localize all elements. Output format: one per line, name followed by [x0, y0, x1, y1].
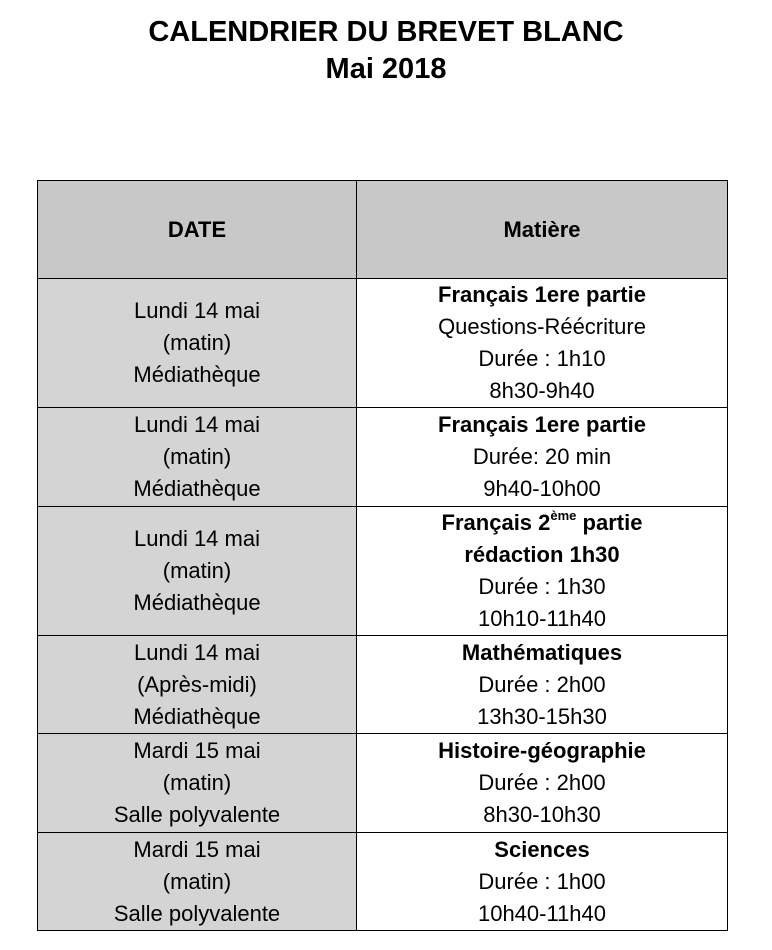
subject-name: Français 1ere partie [438, 282, 646, 307]
date-day: Lundi 14 mai [134, 526, 260, 551]
date-cell [38, 279, 357, 408]
exam-schedule-table [37, 180, 728, 931]
date-period: (matin) [162, 330, 232, 355]
date-period: (matin) [162, 868, 232, 894]
subject-time: 9h40-10h00 [483, 476, 601, 501]
date-location: Médiathèque [133, 362, 261, 387]
date-cell [38, 636, 357, 734]
date-day: Mardi 15 mai [133, 738, 261, 763]
title-line-1: CALENDRIER DU BREVET BLANC [148, 16, 624, 48]
date-period: (matin) [162, 770, 232, 795]
page-title [0, 14, 772, 88]
date-period: (matin) [162, 558, 232, 583]
date-cell [38, 734, 357, 833]
table-header-row [38, 181, 728, 279]
date-location: Médiathèque [133, 703, 261, 729]
subject-time: 10h10-11h40 [477, 606, 607, 631]
date-location: Salle polyvalente [113, 900, 281, 926]
date-day: Lundi 14 mai [134, 412, 260, 437]
title-line-2: Mai 2018 [325, 53, 447, 85]
subject-name: Histoire-géographie [438, 738, 646, 763]
subject-name: Mathématiques [461, 639, 623, 665]
table-row [38, 507, 728, 636]
table-row [38, 833, 728, 931]
date-cell [38, 408, 357, 507]
subject-name-prefix: Français 2 [441, 510, 551, 535]
table-row [38, 279, 728, 408]
subject-time: 8h30-10h30 [483, 802, 601, 827]
date-period: (matin) [162, 444, 232, 469]
subject-cell [357, 636, 728, 734]
date-location: Salle polyvalente [113, 802, 281, 827]
subject-name: Français 1ere partie [438, 412, 646, 437]
date-day: Mardi 15 mai [133, 836, 261, 862]
table-row [38, 408, 728, 507]
date-location: Médiathèque [133, 590, 261, 615]
date-day: Lundi 14 mai [134, 298, 260, 323]
subject-name [357, 507, 727, 539]
subject-time: 10h40-11h40 [477, 900, 607, 926]
subject-cell [357, 507, 728, 636]
table-row [38, 734, 728, 833]
subject-cell [357, 833, 728, 931]
subject-time: 13h30-15h30 [477, 703, 607, 729]
subject-detail: Questions-Réécriture [438, 314, 646, 339]
subject-name-suffix: partie [576, 510, 643, 535]
header-subject: Matière [357, 181, 728, 279]
date-day: Lundi 14 mai [134, 639, 260, 665]
date-cell [38, 507, 357, 636]
subject-name: Sciences [494, 836, 590, 862]
date-location: Médiathèque [133, 476, 261, 501]
subject-duration: Durée : 2h00 [478, 671, 606, 697]
subject-duration: Durée : 1h30 [478, 574, 606, 599]
subject-time: 8h30-9h40 [489, 378, 595, 403]
subject-name-superscript: ème [550, 507, 577, 523]
subject-cell [357, 734, 728, 833]
subject-duration: Durée : 2h00 [478, 770, 606, 795]
subject-duration: Durée: 20 min [472, 444, 612, 469]
date-period: (Après-midi) [137, 671, 257, 697]
header-date: DATE [38, 181, 357, 279]
subject-name-line-2: rédaction 1h30 [464, 542, 620, 567]
subject-cell [357, 408, 728, 507]
subject-duration: Durée : 1h00 [478, 868, 606, 894]
date-cell [38, 833, 357, 931]
subject-duration: Durée : 1h10 [478, 346, 606, 371]
subject-cell [357, 279, 728, 408]
table-row [38, 636, 728, 734]
